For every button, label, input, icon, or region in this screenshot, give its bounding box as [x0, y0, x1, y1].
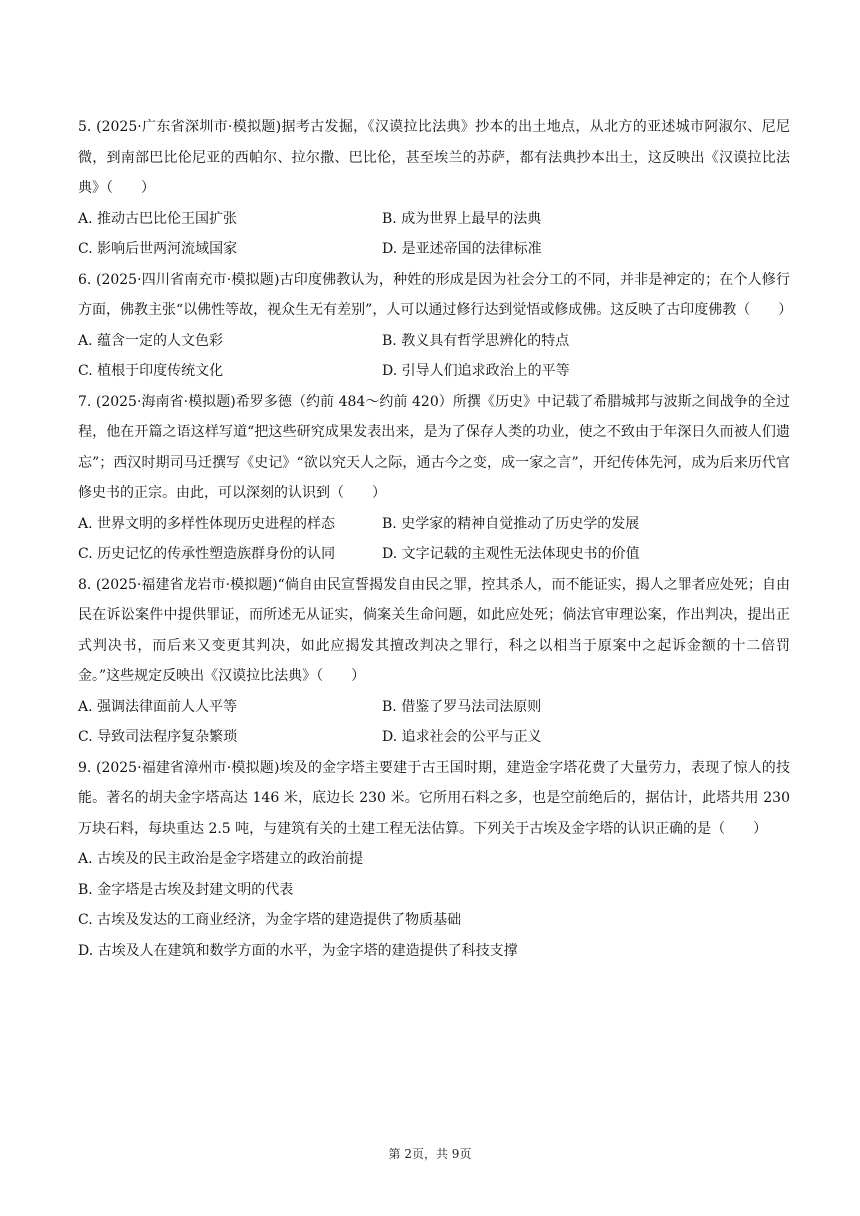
question-9	[78, 753, 790, 967]
options	[78, 844, 790, 966]
question-stem: 7. (2025·海南省·模拟题)希罗多德（约前 484～约前 420）所撰《历史》中记载了希腊城邦与波斯之间战争的全过程，他在开篇之语这样写道“把这些研究成果发表出来，是为了保存人类的功业，使之不致由于年深日久而被人们遗忘”；西汉时期司马迁撰写《史记》“欲以究天人之际，通古今之变，成一家之言”，开纪传体先河，成为后来历代官修史书的正宗。由此，可以深刻的认识到（ ）	[78, 393, 790, 501]
option-c: C. 古埃及发达的工商业经济，为金字塔的建造提供了物质基础	[78, 912, 462, 928]
option-b: B. 金字塔是古埃及封建文明的代表	[78, 881, 294, 898]
option-b: B. 借鉴了罗马法司法原则	[382, 698, 542, 715]
question-list	[78, 112, 793, 966]
question-7	[78, 387, 790, 570]
question-stem: 8. (2025·福建省龙岩市·模拟题)“倘自由民宣誓揭发自由民之罪，控其杀人，而不能证实，揭人之罪者应处死；自由民在诉讼案件中提供罪证，而所述无从证实，倘案关生命问题，如此应处死；倘法官审理讼案，作出判决，提出正式判决书，而后来又变更其判决，如此应揭发其擅改判决之罪行，科之以相当于原案中之起诉金额的十二倍罚金。”这些规定反映出《汉谟拉比法典》（ ）	[78, 576, 790, 684]
options	[78, 692, 790, 753]
question-stem: 5. (2025·广东省深圳市·模拟题)据考古发掘，《汉谟拉比法典》抄本的出土地点，从北方的亚述城市阿淑尔、尼尼微，到南部巴比伦尼亚的西帕尔、拉尔撒、巴比伦，甚至埃兰的苏萨，都有法典抄本出土，这反映出《汉谟拉比法典》（ ）	[78, 119, 790, 196]
option-d: D. 是亚述帝国的法律标准	[382, 241, 542, 257]
option-c: C. 导致司法程序复杂繁琐	[78, 729, 238, 745]
option-a: A. 强调法律面前人人平等	[78, 698, 238, 715]
option-a: A. 古埃及的民主政治是金字塔建立的政治前提	[78, 851, 364, 867]
option-a: A. 推动古巴比伦王国扩张	[78, 210, 238, 227]
option-a: A. 蕴含一定的人文色彩	[78, 332, 224, 349]
question-5	[78, 112, 790, 265]
option-d: D. 引导人们追求政治上的平等	[382, 363, 570, 379]
question-8	[78, 570, 790, 753]
option-a: A. 世界文明的多样性体现历史进程的样态	[78, 515, 336, 532]
option-c: C. 影响后世两河流域国家	[78, 241, 238, 257]
option-d: D. 追求社会的公平与正义	[382, 729, 542, 745]
page-number: 第 2页，共 9页	[388, 1147, 472, 1161]
question-stem: 9. (2025·福建省漳州市·模拟题)埃及的金字塔主要建于古王国时期，建造金字塔花费了大量劳力，表现了惊人的技能。著名的胡夫金字塔高达 146 米，底边长 230 米。它所用石料之多，也是空前绝后的，据估计，此塔共用 230 万块石料，每块重达 2.5 吨，与建筑有关的土建工程无法估算。下列关于古埃及金字塔的认识正确的是（ ）	[78, 759, 790, 837]
option-b: B. 成为世界上最早的法典	[382, 210, 542, 227]
options	[78, 326, 790, 387]
option-d: D. 文字记载的主观性无法体现史书的价值	[382, 546, 640, 562]
options	[78, 509, 790, 570]
question-stem: 6. (2025·四川省南充市·模拟题)古印度佛教认为，种姓的形成是因为社会分工的不同，并非是神定的；在个人修行方面，佛教主张“以佛性等故，视众生无有差别”，人可以通过修行达到觉悟或修成佛。这反映了古印度佛教（ ）	[78, 271, 793, 318]
option-c: C. 历史记忆的传承性塑造族群身份的认同	[78, 546, 336, 562]
option-c: C. 植根于印度传统文化	[78, 363, 224, 379]
option-b: B. 史学家的精神自觉推动了历史学的发展	[382, 515, 640, 532]
question-6	[78, 265, 793, 387]
option-d: D. 古埃及人在建筑和数学方面的水平，为金字塔的建造提供了科技支撑	[78, 942, 518, 959]
option-b: B. 教义具有哲学思辨化的特点	[382, 332, 570, 349]
options	[78, 204, 790, 265]
